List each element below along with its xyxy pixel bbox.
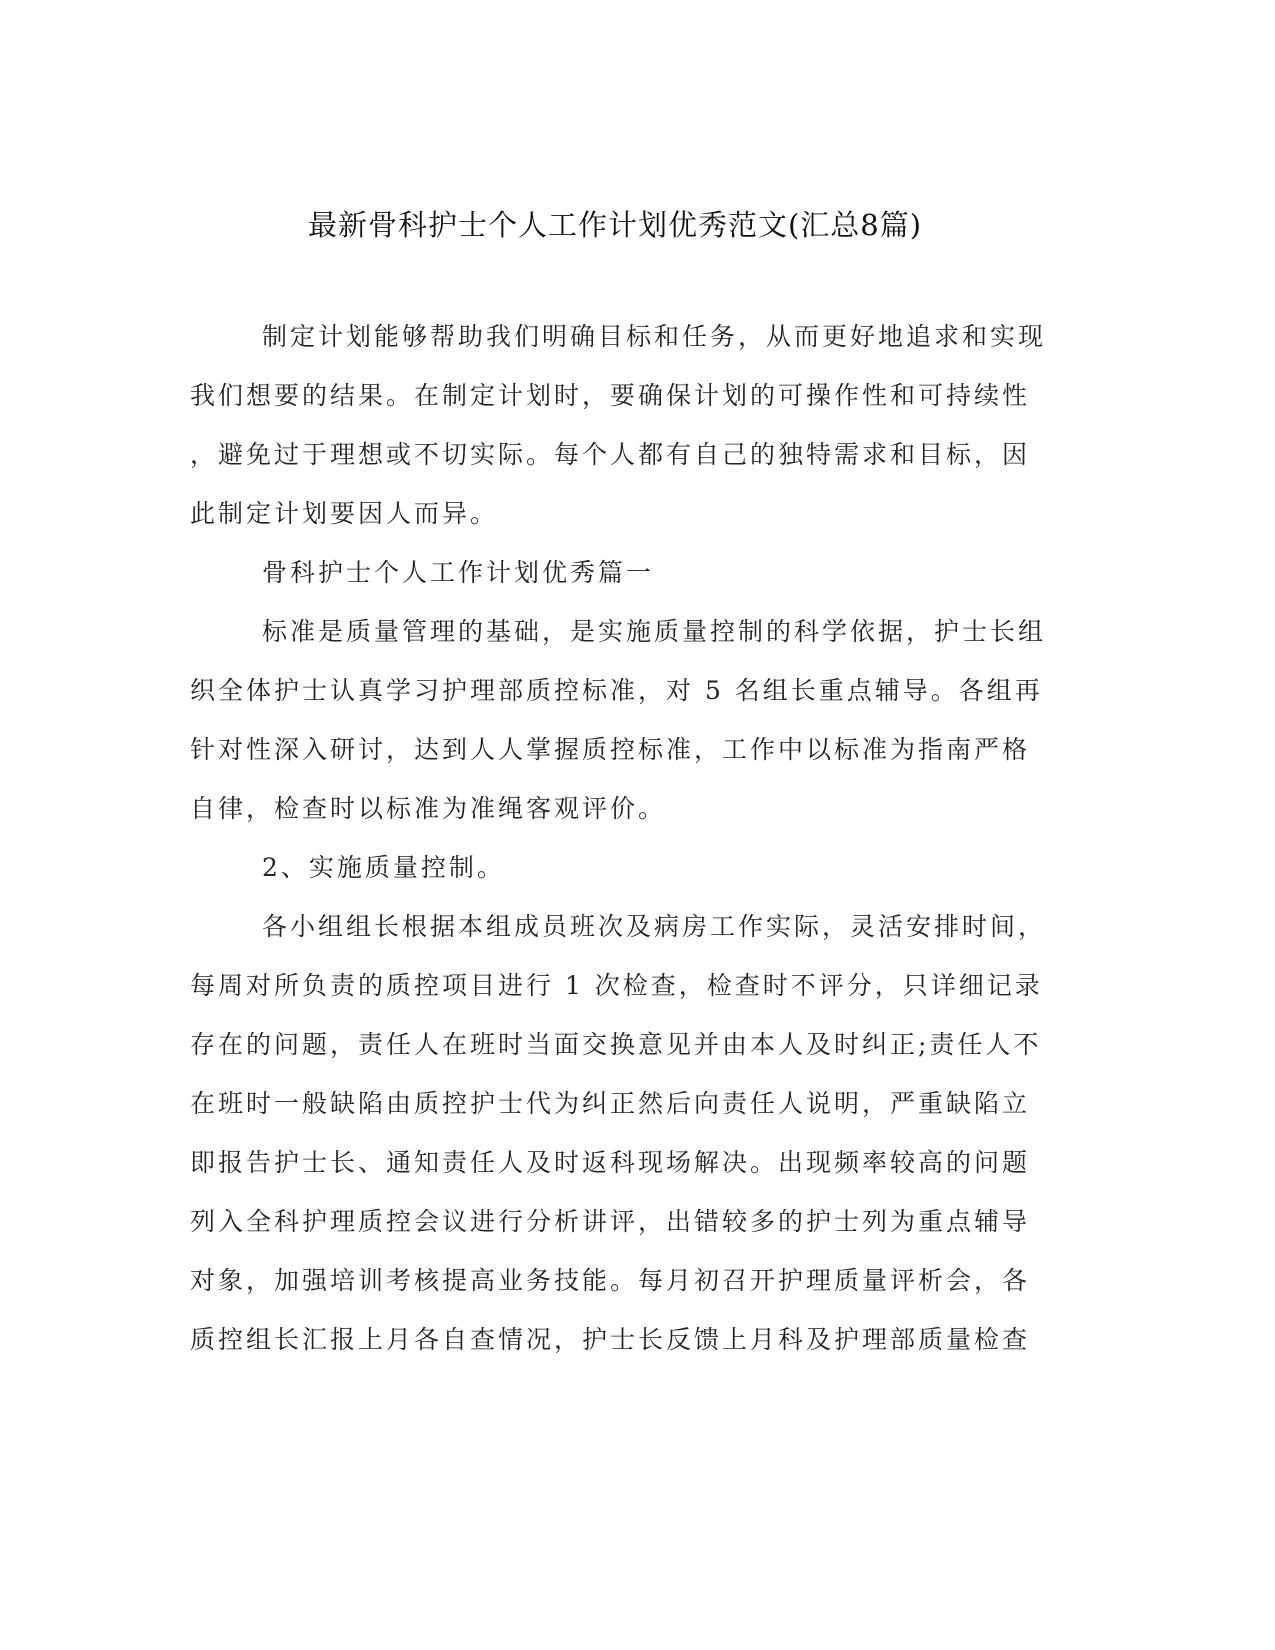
document-title: 最新骨科护士个人工作计划优秀范文(汇总8篇) xyxy=(307,208,923,242)
paragraph-line: 针对性深入研讨，达到人人掌握质控标准，工作中以标准为指南严格 xyxy=(190,735,1031,764)
paragraph-line: 即报告护士长、通知责任人及时返科现场解决。出现频率较高的问题 xyxy=(190,1148,1031,1177)
paragraph-line: 每周对所负责的质控项目进行 1 次检查，检查时不评分，只详细记录 xyxy=(190,971,1043,1000)
paragraph-line: 此制定计划要因人而异。 xyxy=(190,499,499,528)
paragraph-line: 对象，加强培训考核提高业务技能。每月初召开护理质量评析会，各 xyxy=(190,1266,1031,1295)
paragraph-line: 织全体护士认真学习护理部质控标准，对 5 名组长重点辅导。各组再 xyxy=(190,676,1043,705)
paragraph-line: 制定计划能够帮助我们明确目标和任务，从而更好地追求和实现 xyxy=(262,322,1047,351)
paragraph-line: 列入全科护理质控会议进行分析讲评，出错较多的护士列为重点辅导 xyxy=(190,1207,1031,1236)
paragraph-line: 自律，检查时以标准为准绳客观评价。 xyxy=(190,794,667,823)
paragraph-line: 在班时一般缺陷由质控护士代为纠正然后向责任人说明，严重缺陷立 xyxy=(190,1089,1031,1118)
paragraph-line: 标准是质量管理的基础，是实施质量控制的科学依据，护士长组 xyxy=(262,617,1047,646)
paragraph-line: 各小组组长根据本组成员班次及病房工作实际，灵活安排时间， xyxy=(262,912,1047,941)
paragraph-line: ，避免过于理想或不切实际。每个人都有自己的独特需求和目标，因 xyxy=(190,440,1031,469)
section-heading: 骨科护士个人工作计划优秀篇一 xyxy=(262,558,655,587)
paragraph-line: 我们想要的结果。在制定计划时，要确保计划的可操作性和可持续性 xyxy=(190,381,1031,410)
list-item-heading: 2、实施质量控制。 xyxy=(262,853,505,882)
paragraph-line: 质控组长汇报上月各自查情况，护士长反馈上月科及护理部质量检查 xyxy=(190,1325,1031,1354)
paragraph-line: 存在的问题，责任人在班时当面交换意见并由本人及时纠正;责任人不 xyxy=(190,1030,1042,1059)
